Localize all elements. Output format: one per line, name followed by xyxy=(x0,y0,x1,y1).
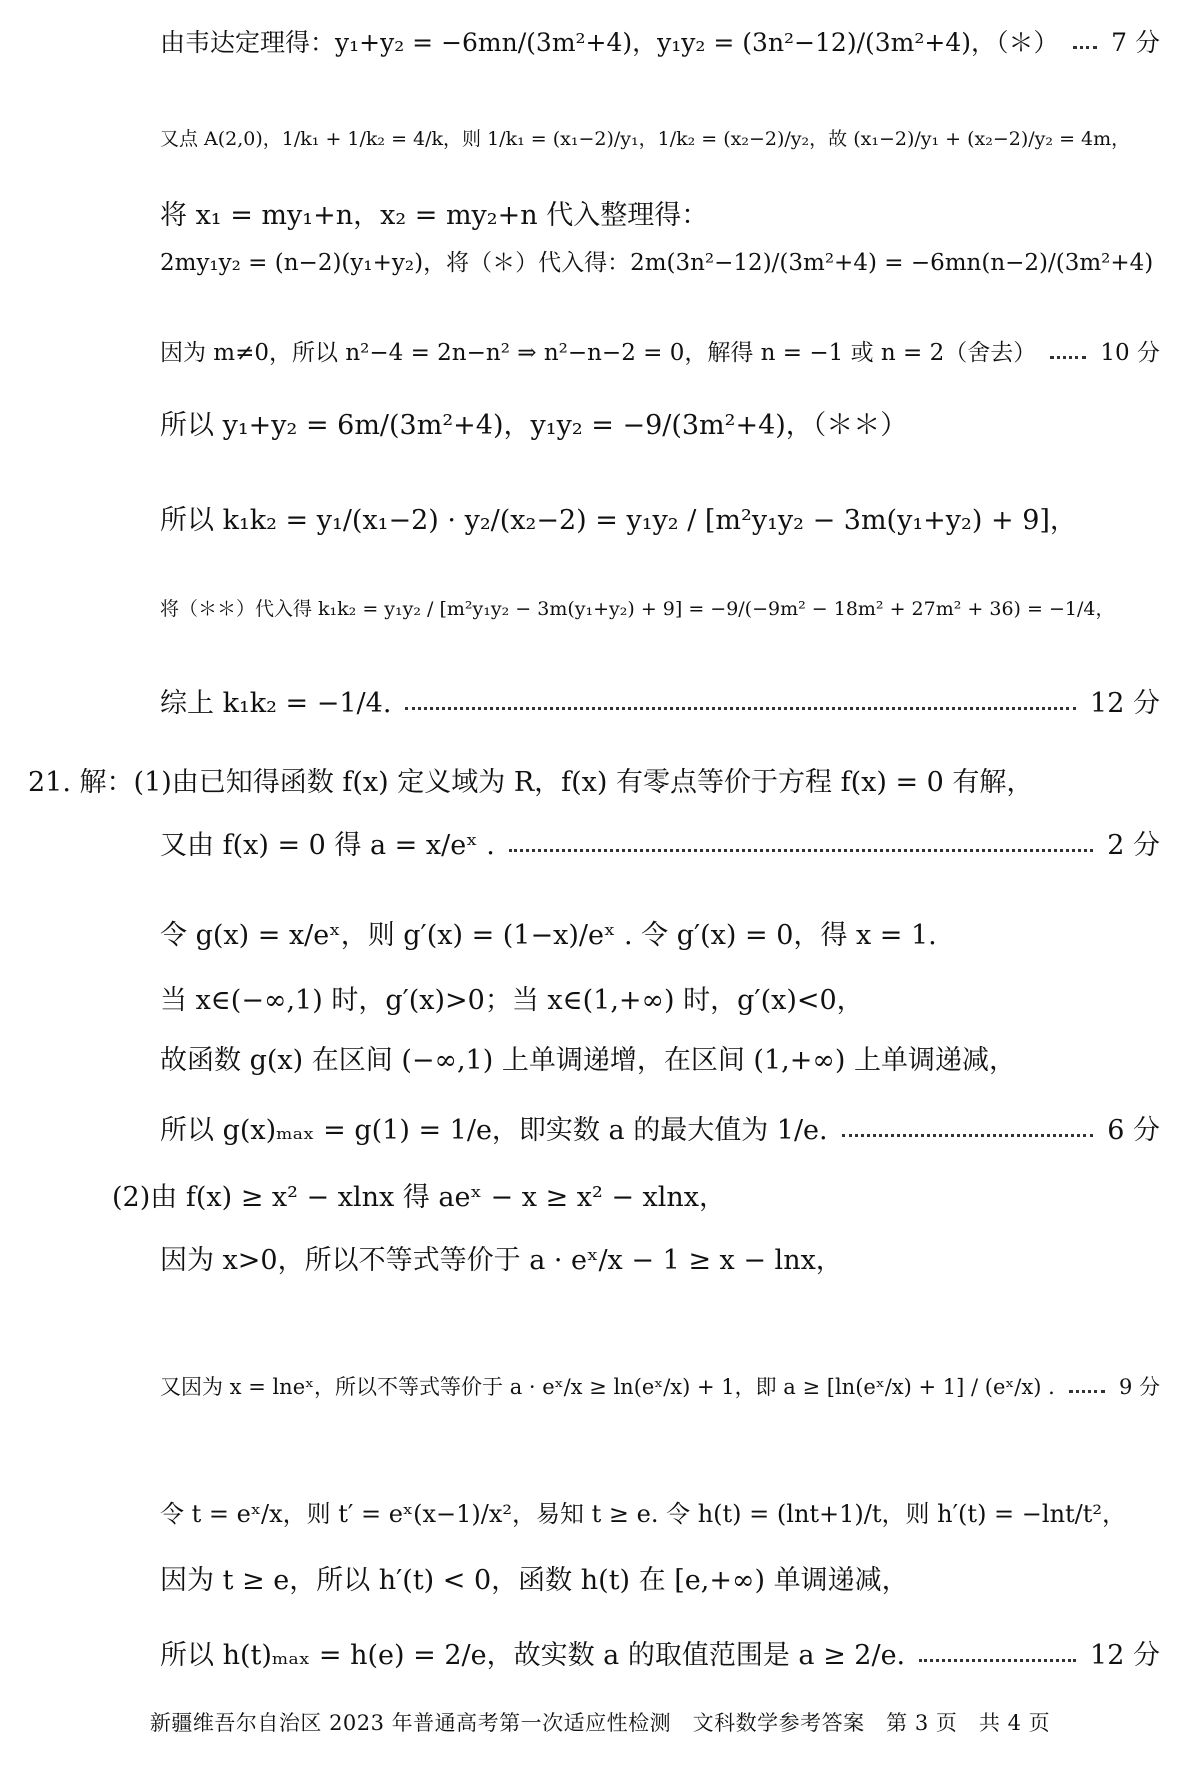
line-text: 又由 f(x) = 0 得 a = x/eˣ . xyxy=(160,830,495,861)
page-footer: 新疆维吾尔自治区 2023 年普通高考第一次适应性检测 文科数学参考答案 第 3 页 共 4 页 xyxy=(149,1711,1051,1735)
score-label: 12 分 xyxy=(1090,1640,1160,1671)
part-2-label: (2) xyxy=(112,1182,151,1213)
leader-dots xyxy=(1069,1390,1105,1393)
q21-p2-line-1 xyxy=(160,1245,1160,1277)
q21-p2-line-2 xyxy=(160,1375,1160,1400)
part-2-heading xyxy=(112,1175,726,1214)
solution-line-8 xyxy=(160,598,1160,621)
leader-dots xyxy=(1050,356,1086,359)
solution-line-1 xyxy=(160,28,1160,58)
line-text: 因为 x>0，所以不等式等价于 a · eˣ/x − 1 ≥ x − lnx， xyxy=(160,1245,843,1276)
solution-line-4 xyxy=(160,250,1160,278)
line-text: 因为 m≠0，所以 n²−4 = 2n−n² ⇒ n²−n−2 = 0，解得 n = −1 或 n = 2（舍去） xyxy=(160,340,1037,366)
score-label: 10 分 xyxy=(1100,340,1160,366)
part-1-label: (1) xyxy=(133,767,172,798)
q21-p1-line-1 xyxy=(160,830,1160,862)
leader-dots xyxy=(919,1659,1076,1662)
line-text: 所以 g(x)ₘₐₓ = g(1) = 1/e，即实数 a 的最大值为 1/e. xyxy=(160,1115,828,1146)
leader-dots xyxy=(405,707,1076,710)
line-text: 所以 h(t)ₘₐₓ = h(e) = 2/e，故实数 a 的取值范围是 a ≥ 2/e. xyxy=(160,1640,906,1671)
score-label: 9 分 xyxy=(1118,1375,1160,1399)
line-text: 当 x∈(−∞,1) 时，g′(x)>0；当 x∈(1,+∞) 时，g′(x)<0， xyxy=(160,985,864,1016)
line-text: 令 t = eˣ/x，则 t′ = eˣ(x−1)/x²，易知 t ≥ e. 令 h(t) = (lnt+1)/t，则 h′(t) = −lnt/t²， xyxy=(160,1500,1127,1528)
score-label: 6 分 xyxy=(1107,1115,1160,1146)
q21-p1-line-2 xyxy=(160,920,1160,952)
question-number: 21. 解： xyxy=(28,767,134,798)
q21-p2-line-4 xyxy=(160,1565,1160,1597)
line-text: 将 x₁ = my₁+n，x₂ = my₂+n 代入整理得： xyxy=(160,200,709,231)
leader-dots xyxy=(842,1134,1094,1137)
solution-line-9 xyxy=(160,688,1160,720)
leader-dots xyxy=(1073,46,1098,49)
line-text: 2my₁y₂ = (n−2)(y₁+y₂)，将（＊）代入得：2m(3n²−12)/(3m²+4) = −6mn(n−2)/(3m²+4) xyxy=(160,250,1154,276)
solution-line-3 xyxy=(160,200,1160,232)
solution-line-6 xyxy=(160,410,1160,442)
line-text: 综上 k₁k₂ = −1/4. xyxy=(160,688,392,719)
line-text: 由韦达定理得：y₁+y₂ = −6mn/(3m²+4)，y₁y₂ = (3n²−12)/(3m²+4)，（＊） xyxy=(160,28,1059,57)
score-label: 2 分 xyxy=(1107,830,1160,861)
leader-dots xyxy=(509,849,1093,852)
line-text: 所以 y₁+y₂ = 6m/(3m²+4)，y₁y₂ = −9/(3m²+4)，（＊＊） xyxy=(160,410,908,441)
line-text: 又因为 x = lneˣ，所以不等式等价于 a · eˣ/x ≥ ln(eˣ/x) + 1，即 a ≥ [ln(eˣ/x) + 1] / (eˣ/x) . xyxy=(160,1375,1055,1399)
q21-p1-line-3 xyxy=(160,985,1160,1017)
q21-p1-line-4 xyxy=(160,1045,1160,1077)
solution-line-5 xyxy=(160,340,1160,368)
part-2-first-line: 由 f(x) ≥ x² − xlnx 得 aeˣ − x ≥ x² − xlnx， xyxy=(150,1182,727,1213)
solution-line-7 xyxy=(160,505,1160,537)
q21-p1-line-5 xyxy=(160,1115,1160,1147)
line-text: 又点 A(2,0)，1/k₁ + 1/k₂ = 4/k，则 1/k₁ = (x₁−2)/y₁，1/k₂ = (x₂−2)/y₂，故 (x₁−2)/y₁ + (x₂−2)/y₂ = 4m， xyxy=(160,128,1131,150)
line-text: 故函数 g(x) 在区间 (−∞,1) 上单调递增，在区间 (1,+∞) 上单调递减， xyxy=(160,1045,1016,1076)
score-label: 7 分 xyxy=(1111,28,1160,57)
line-text: 所以 k₁k₂ = y₁/(x₁−2) · y₂/(x₂−2) = y₁y₂ / [m²y₁y₂ − 3m(y₁+y₂) + 9]， xyxy=(160,505,1077,536)
solution-line-2 xyxy=(160,128,1160,151)
line-text: 因为 t ≥ e，所以 h′(t) < 0，函数 h(t) 在 [e,+∞) 单调递减， xyxy=(160,1565,909,1596)
q21-p2-line-5 xyxy=(160,1640,1160,1672)
score-label: 12 分 xyxy=(1090,688,1160,719)
part-1-first-line: 由已知得函数 f(x) 定义域为 R，f(x) 有零点等价于方程 f(x) = 0 有解， xyxy=(171,767,1034,798)
line-text: 令 g(x) = x/eˣ，则 g′(x) = (1−x)/eˣ . 令 g′(x) = 0，得 x = 1. xyxy=(160,920,937,951)
q21-p2-line-3 xyxy=(160,1500,1160,1529)
question-21-heading xyxy=(28,760,1033,799)
line-text: 将（＊＊）代入得 k₁k₂ = y₁y₂ / [m²y₁y₂ − 3m(y₁+y₂) + 9] = −9/(−9m² − 18m² + 27m² + 36) = −1/4， xyxy=(160,598,1115,620)
